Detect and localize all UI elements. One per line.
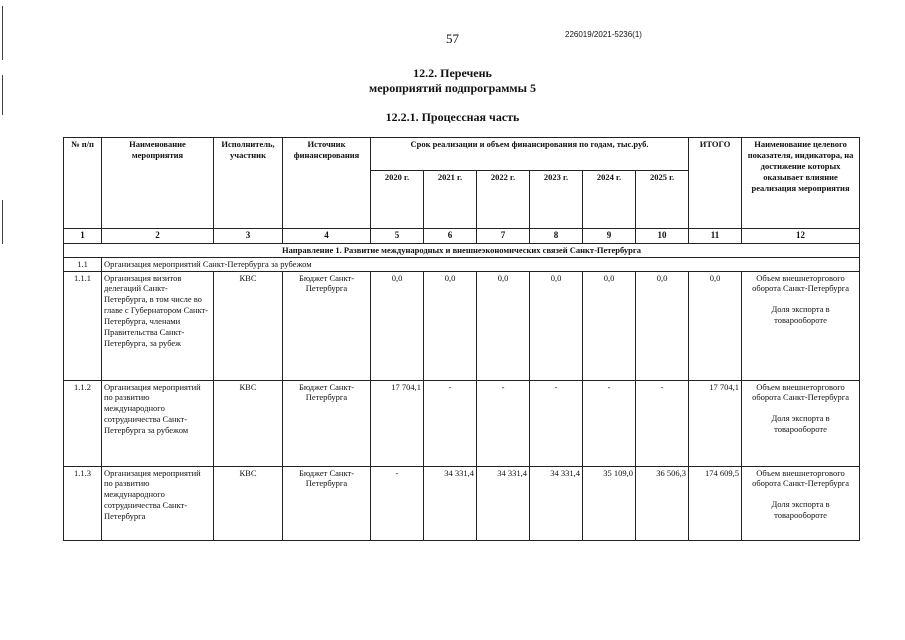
table-row (64, 466, 860, 540)
row-name: Организация мероприятий по развитию международного сотрудничества Санкт-Петербурга (102, 466, 214, 540)
indicator-text: Доля экспорта в товарообороте (771, 499, 830, 521)
row-executor: КВС (214, 271, 283, 380)
column-number: 9 (583, 229, 636, 244)
row-num: 1.1.1 (64, 271, 102, 380)
indicator-text: Доля экспорта в товарообороте (771, 413, 830, 435)
row-2023: 34 331,4 (530, 466, 583, 540)
row-2022: 0,0 (477, 271, 530, 380)
section-title-line2: мероприятий подпрограммы 5 (369, 81, 536, 95)
header-indicator: Наименование целевого показателя, индикатора, на достижение которых оказывает влияние реализация мероприятия (742, 138, 860, 229)
direction-row (64, 243, 860, 257)
header-total: ИТОГО (689, 138, 742, 229)
column-number: 10 (636, 229, 689, 244)
row-2021: 0,0 (424, 271, 477, 380)
indicator-text: Объем внешнеторгового оборота Санкт-Петербурга (752, 381, 849, 403)
header-year: 2025 г. (636, 171, 689, 229)
row-indicator (742, 271, 860, 380)
table-row (64, 271, 860, 380)
row-2022: - (477, 380, 530, 466)
row-2025: 36 506,3 (636, 466, 689, 540)
column-number-row (64, 229, 860, 244)
scan-edge-mark (2, 6, 3, 60)
header-year: 2022 г. (477, 171, 530, 229)
row-num: 1.1.3 (64, 466, 102, 540)
column-number: 6 (424, 229, 477, 244)
row-indicator (742, 466, 860, 540)
header-year: 2021 г. (424, 171, 477, 229)
row-2020: 0,0 (371, 271, 424, 380)
header-executor: Исполнитель, участник (214, 138, 283, 229)
row-2021: 34 331,4 (424, 466, 477, 540)
column-number: 8 (530, 229, 583, 244)
table-row (64, 380, 860, 466)
scan-edge-mark (2, 200, 3, 244)
column-number: 2 (102, 229, 214, 244)
header-year: 2024 г. (583, 171, 636, 229)
header-period: Срок реализации и объем финансирования по годам, тыс.руб. (371, 138, 689, 171)
section-title: 12.2. Перечень (413, 66, 492, 80)
header-name: Наименование мероприятия (102, 138, 214, 229)
subsection-name: Организация мероприятий Санкт-Петербурга за рубежом (102, 257, 860, 271)
header-num: № п/п (64, 138, 102, 229)
page-number: 57 (446, 31, 459, 46)
indicator-text: Объем внешнеторгового оборота Санкт-Петербурга (752, 272, 849, 294)
row-2023: - (530, 380, 583, 466)
row-source: Бюджет Санкт-Петербурга (283, 466, 371, 540)
document-code: 226019/2021-5236(1) (565, 30, 642, 39)
row-source: Бюджет Санкт-Петербурга (283, 380, 371, 466)
header-year: 2023 г. (530, 171, 583, 229)
row-2020: 17 704,1 (371, 380, 424, 466)
column-number: 1 (64, 229, 102, 244)
row-2025: 0,0 (636, 271, 689, 380)
row-2024: 0,0 (583, 271, 636, 380)
header-source: Источник финансирования (283, 138, 371, 229)
row-2025: - (636, 380, 689, 466)
row-total: 17 704,1 (689, 380, 742, 466)
activities-table (63, 137, 860, 541)
column-number: 3 (214, 229, 283, 244)
header-row (64, 138, 860, 171)
row-2023: 0,0 (530, 271, 583, 380)
column-number: 5 (371, 229, 424, 244)
row-source: Бюджет Санкт-Петербурга (283, 271, 371, 380)
indicator-text: Объем внешнеторгового оборота Санкт-Петербурга (752, 467, 849, 489)
row-indicator (742, 380, 860, 466)
column-number: 11 (689, 229, 742, 244)
row-num: 1.1.2 (64, 380, 102, 466)
subsection-title: 12.2.1. Процессная часть (385, 110, 520, 124)
row-name: Организация визитов делегаций Санкт-Петербурга, в том числе во главе с Губернатором Санкт-Петербурга, членами Правительства Санкт-Петербурга, за рубеж (102, 271, 214, 380)
row-2024: - (583, 380, 636, 466)
direction-title: Направление 1. Развитие международных и внешнеэкономических связей Санкт-Петербурга (64, 243, 860, 257)
row-name: Организация мероприятий по развитию международного сотрудничества Санкт-Петербурга за рубежом (102, 380, 214, 466)
subsection-num: 1.1 (64, 257, 102, 271)
row-2022: 34 331,4 (477, 466, 530, 540)
row-2021: - (424, 380, 477, 466)
subsection-row (64, 257, 860, 271)
column-number: 12 (742, 229, 860, 244)
column-number: 7 (477, 229, 530, 244)
row-executor: КВС (214, 380, 283, 466)
column-number: 4 (283, 229, 371, 244)
indicator-text: Доля экспорта в товарообороте (771, 304, 830, 326)
row-executor: КВС (214, 466, 283, 540)
row-2020: - (371, 466, 424, 540)
row-total: 0,0 (689, 271, 742, 380)
row-2024: 35 109,0 (583, 466, 636, 540)
header-year: 2020 г. (371, 171, 424, 229)
row-total: 174 609,5 (689, 466, 742, 540)
